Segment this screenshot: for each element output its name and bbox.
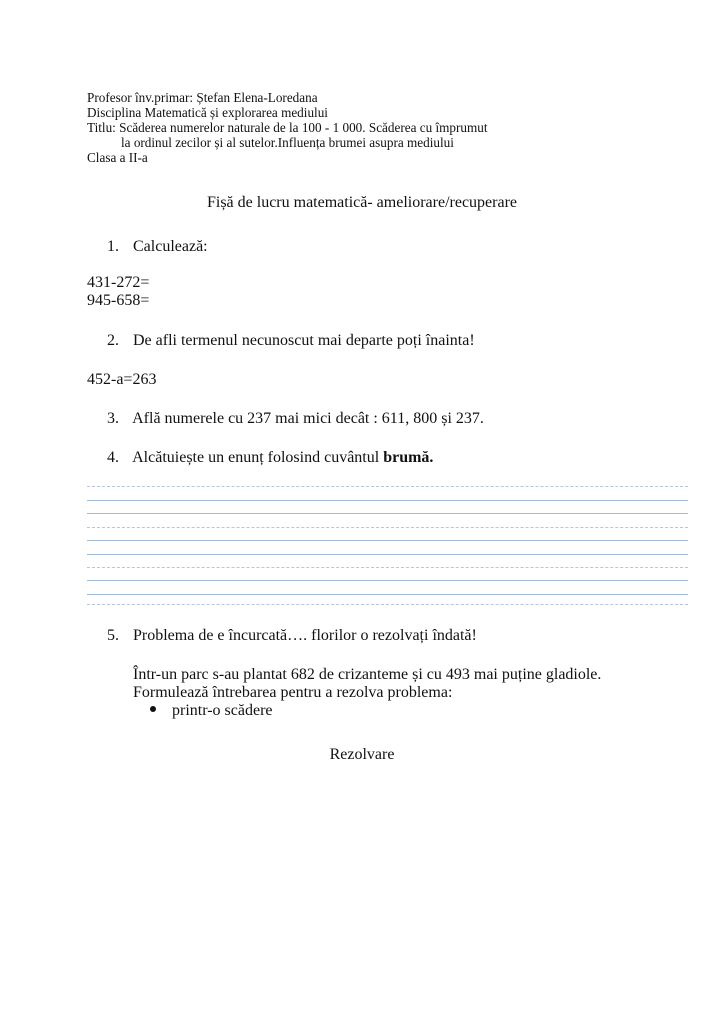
- exercise-5: [107, 627, 477, 645]
- discipline: Disciplina Matematică și explorarea mediului: [87, 105, 328, 120]
- writing-line-dotted: [87, 486, 688, 487]
- class-label: Clasa a II-a: [87, 150, 148, 165]
- bullet-icon: [150, 706, 156, 712]
- problem-statement: Într-un parc s-au plantat 682 de crizanteme și cu 493 mai puține gladiole.: [133, 666, 602, 683]
- exercise-1: [107, 238, 208, 256]
- bullet-item: [150, 702, 273, 720]
- writing-line-solid: [87, 580, 688, 581]
- writing-line-solid: [87, 554, 688, 555]
- writing-line-dotted: [87, 527, 688, 528]
- equation-item: 452-a=263: [87, 371, 157, 388]
- calculation-item: 431-272=: [87, 274, 150, 291]
- worksheet-title: Fișă de lucru matematică- ameliorare/recuperare: [206, 194, 518, 211]
- exercise-text: Calculează:: [133, 238, 208, 255]
- teacher-name: Profesor înv.primar: Ștefan Elena-Loredana: [87, 90, 318, 105]
- writing-line-solid: [87, 540, 688, 541]
- exercise-text: Alcătuiește un enunț folosind cuvântul: [132, 449, 384, 466]
- exercise-number: 2.: [107, 332, 119, 349]
- lesson-title-line2: la ordinul zecilor și al sutelor.Influența brumei asupra mediului: [121, 135, 454, 150]
- exercise-number: 5.: [107, 627, 119, 644]
- solution-label: Rezolvare: [329, 746, 395, 763]
- writing-line-dotted: [87, 604, 688, 605]
- exercise-number: 4.: [107, 449, 119, 466]
- exercise-text: Află numerele cu 237 mai mici decât : 611, 800 și 237.: [132, 410, 484, 427]
- exercise-3: [107, 410, 484, 428]
- problem-instruction: Formulează întrebarea pentru a rezolva problema:: [133, 684, 453, 701]
- calculation-item: 945-658=: [87, 292, 150, 309]
- exercise-4: [107, 449, 433, 467]
- writing-line-dotted: [87, 567, 688, 568]
- exercise-text: Problema de e încurcată…. florilor o rezolvați îndată!: [133, 627, 477, 644]
- exercise-text: De afli termenul necunoscut mai departe poți înainta!: [133, 332, 475, 349]
- lesson-title-line1: Titlu: Scăderea numerelor naturale de la 100 - 1 000. Scăderea cu împrumut: [87, 120, 488, 135]
- bold-word: brumă.: [383, 449, 434, 466]
- exercise-number: 1.: [107, 238, 119, 255]
- exercise-2: [107, 332, 475, 350]
- exercise-number: 3.: [107, 410, 119, 427]
- writing-line-solid: [87, 594, 688, 595]
- writing-line-solid: [87, 500, 688, 501]
- bullet-text: printr-o scădere: [172, 702, 273, 719]
- writing-line-solid: [87, 513, 688, 514]
